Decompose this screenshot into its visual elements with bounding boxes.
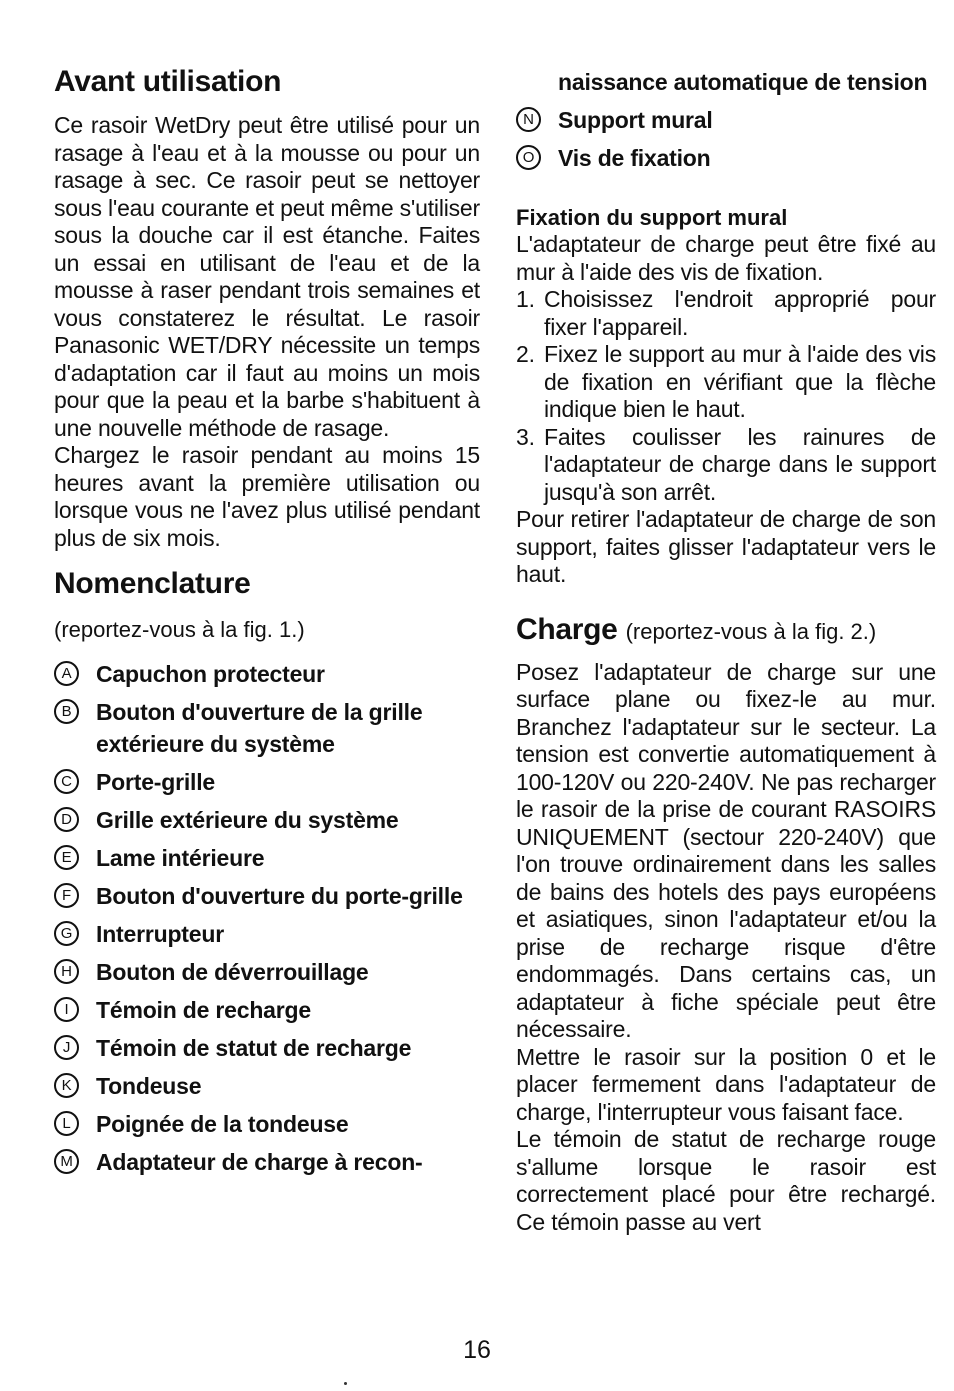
nomenclature-item <box>54 658 480 690</box>
left-column <box>54 0 480 1184</box>
nomenclature-label: Adaptateur de charge à recon- <box>96 1149 423 1175</box>
avant-utilisation-heading: Avant utilisation <box>54 65 282 98</box>
nomenclature-item <box>54 696 480 760</box>
page-number: 16 <box>463 1336 491 1364</box>
circled-letter-icon: M <box>54 1149 79 1174</box>
fixation-step <box>516 424 936 507</box>
circled-letter-icon: D <box>54 807 79 832</box>
step-text: Fixez le support au mur à l'aide des vis de fixation en vérifiant que la flèche indique bien le haut. <box>544 341 936 422</box>
circled-letter-icon: L <box>54 1111 79 1136</box>
nomenclature-label: Capuchon protecteur <box>96 661 325 687</box>
circled-letter-icon: E <box>54 845 79 870</box>
nomenclature-item-continued <box>516 66 936 98</box>
circled-letter-icon: B <box>54 699 79 724</box>
fixation-intro: L'adaptateur de charge peut être fixé au mur à l'aide des vis de fixation. <box>516 231 936 285</box>
nomenclature-label: Bouton de déverrouillage <box>96 959 369 985</box>
step-text: Choisissez l'endroit approprié pour fixer l'appareil. <box>544 286 936 340</box>
nomenclature-label: Porte-grille <box>96 769 216 795</box>
nomenclature-label: Tondeuse <box>96 1073 202 1099</box>
circled-letter-icon: H <box>54 959 79 984</box>
nomenclature-item <box>54 956 480 988</box>
nomenclature-item <box>516 104 936 136</box>
charge-paragraph-1: Posez l'adaptateur de charge sur une surface plane ou fixez-le au mur. Branchez l'adaptateur sur le secteur. La tension est convertie automatiquement à 100-120V ou 220-240V. Ne pas recharger le rasoir de la prise de courant RASOIRS UNIQUEMENT (sectour 220-240V) que l'on trouve ordinairement dans les salles de bains des hotels des pays européens et asiatiques, sinon l'adaptateur et/ou la prise de recharge risque d'être endommagés. Dans certains cas, un adaptateur à fiche spéciale peut être nécessaire. <box>516 658 936 1042</box>
nomenclature-item <box>54 1070 480 1102</box>
nomenclature-label: Grille extérieure du système <box>96 807 399 833</box>
nomenclature-item <box>54 804 480 836</box>
nomenclature-label: Poignée de la tondeuse <box>96 1111 349 1137</box>
charge-heading-row <box>516 613 936 647</box>
nomenclature-label: Support mural <box>558 107 713 133</box>
nomenclature-label: Bouton d'ouverture de la grille extérieure du système <box>96 699 423 757</box>
nomenclature-item <box>54 1146 480 1178</box>
charge-ref: (reportez-vous à la fig. 2.) <box>625 618 877 644</box>
nomenclature-label: Lame intérieure <box>96 845 265 871</box>
nomenclature-label: Interrupteur <box>96 921 224 947</box>
circled-letter-icon: C <box>54 769 79 794</box>
nomenclature-label: Témoin de statut de recharge <box>96 1035 412 1061</box>
fixation-steps <box>516 286 936 506</box>
circled-letter-icon: J <box>54 1035 79 1060</box>
circled-letter-icon: G <box>54 921 79 946</box>
nomenclature-item <box>54 1108 480 1140</box>
nomenclature-heading: Nomenclature <box>54 567 251 600</box>
charge-paragraph-2: Mettre le rasoir sur la position 0 et le placer fermement dans l'adaptateur de charge, l'interrupteur vous faisant face. <box>516 1043 936 1125</box>
right-column <box>516 0 936 1236</box>
fixation-step <box>516 341 936 424</box>
nomenclature-label: Bouton d'ouverture du porte-grille <box>96 883 463 909</box>
charge-heading: Charge <box>516 612 618 646</box>
nomenclature-ref: (reportez-vous à la fig. 1.) <box>54 617 305 642</box>
nomenclature-item <box>54 994 480 1026</box>
avant-paragraph-1: Ce rasoir WetDry peut être utilisé pour un rasage à l'eau et à la mousse ou pour un rasage à sec. Ce rasoir peut se nettoyer sous l'eau courante et peut même s'utiliser sous la douche car il est étanche. Faites un essai en utilisant de l'eau et de la mousse à raser pendant trois semaines et vous constaterez le résultat. Le rasoir Panasonic WET/DRY nécessite un temps d'adaptation car il faut au moins un mois pour que la peau et la barbe s'habituent à une nouvelle méthode de rasage. <box>54 112 480 441</box>
nomenclature-item <box>54 842 480 874</box>
avant-paragraph-2: Chargez le rasoir pendant au moins 15 heures avant la première utilisation ou lorsque vous ne l'avez plus utilisé pendant plus de six mois. <box>54 442 480 551</box>
step-number: 3. <box>516 423 535 450</box>
nomenclature-item <box>516 142 936 174</box>
circled-letter-icon: O <box>516 145 541 170</box>
circled-letter-icon: K <box>54 1073 79 1098</box>
circled-letter-icon: F <box>54 883 79 908</box>
nomenclature-item <box>54 880 480 912</box>
nomenclature-item <box>54 766 480 798</box>
fixation-heading: Fixation du support mural <box>516 205 788 230</box>
circled-letter-icon: I <box>54 997 79 1022</box>
circled-letter-icon: N <box>516 107 541 132</box>
step-number: 1. <box>516 286 535 312</box>
nomenclature-item <box>54 918 480 950</box>
nomenclature-label: Vis de fixation <box>558 145 711 171</box>
nomenclature-item <box>54 1032 480 1064</box>
step-text: Faites coulisser les rainures de l'adaptateur de charge dans le support jusqu'à son arrêt. <box>544 423 936 505</box>
charge-paragraph-3: Le témoin de statut de recharge rouge s'allume lorsque le rasoir est correctement placé pour être rechargé. Ce témoin passe au vert <box>516 1126 936 1235</box>
nomenclature-label: Témoin de recharge <box>96 997 311 1023</box>
fixation-outro: Pour retirer l'adaptateur de charge de son support, faites glisser l'adaptateur vers le haut. <box>516 506 936 587</box>
fixation-step <box>516 286 936 341</box>
speck-mark <box>344 1382 347 1385</box>
step-number: 2. <box>516 341 535 367</box>
nomenclature-list-continued <box>516 66 936 174</box>
nomenclature-list <box>54 658 480 1178</box>
nomenclature-label: naissance automatique de tension <box>558 69 928 95</box>
circled-letter-icon: A <box>54 661 79 686</box>
